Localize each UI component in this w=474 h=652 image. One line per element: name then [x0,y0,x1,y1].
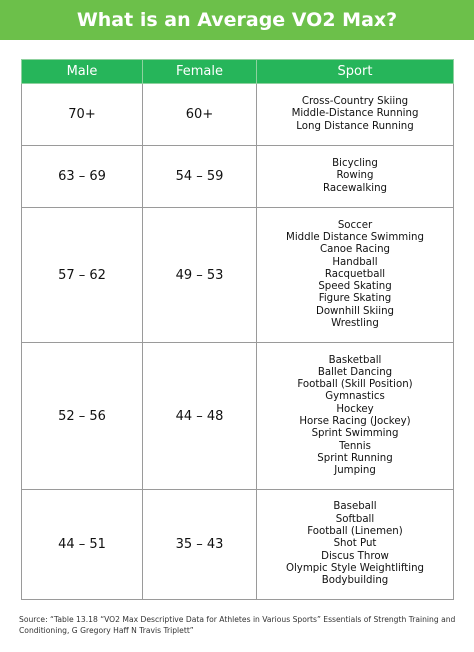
sport-item: Speed Skating [318,281,392,293]
male-range-cell: 63 – 69 [22,146,143,208]
sport-item: Gymnastics [325,391,385,403]
sport-item: Wrestling [331,318,379,330]
sport-item: Middle Distance Swimming [286,231,424,243]
table-row [22,208,454,343]
sport-item: Rowing [336,170,374,182]
sport-list-cell [257,146,454,208]
sport-item: Jumping [334,465,376,477]
sport-item: Horse Racing (Jockey) [299,416,411,427]
sport-list-cell [257,84,454,146]
sport-item: Softball [335,513,375,525]
sport-item: Basketball [328,354,382,366]
male-range-cell: 70+ [22,84,143,146]
sport-item: Tennis [339,440,371,452]
column-header-female: Female [143,60,257,84]
sport-item: Sprint Swimming [311,428,399,440]
column-header-sport: Sport [257,60,454,84]
female-range-cell: 49 – 53 [143,208,257,343]
sport-item: Shot Put [333,538,377,550]
sport-item: Football (Skill Position) [297,379,413,391]
sport-item: Downhill Skiing [315,305,394,317]
sport-item: Racewalking [322,182,388,194]
table-row [22,84,454,146]
sport-item: Football (Linemen) [307,526,403,538]
sport-item: Discus Throw [321,550,389,562]
sport-item: Canoe Racing [319,244,390,256]
sport-item: Bicycling [332,158,378,170]
sport-item: Racquetball [324,268,386,280]
sport-list-cell [257,490,454,600]
sport-item: Olympic Style Weightlifting [285,562,425,574]
sport-item: Cross-Country Skiing [301,96,409,108]
sport-item: Handball [332,256,378,268]
page-title: What is an Average VO2 Max? [0,0,474,40]
table-row [22,490,454,600]
column-header-male: Male [22,60,143,84]
sport-item: Long Distance Running [296,120,414,132]
vo2-max-table [21,59,454,600]
sport-item: Ballet Dancing [317,366,393,378]
sport-item: Figure Skating [318,293,392,305]
male-range-cell: 52 – 56 [22,343,143,490]
male-range-cell: 44 – 51 [22,490,143,600]
sport-item: Baseball [333,501,377,513]
sport-list-cell [257,208,454,343]
female-range-cell: 54 – 59 [143,146,257,208]
table-row [22,343,454,490]
sport-item: Middle-Distance Running [291,108,419,120]
source-citation: Source: “Table 13.18 “VO2 Max Descriptive Data for Athletes in Various Sports” Essentials of Strength Training and Conditioning, G Gregory Haff N Travis Triplett” [19,615,456,635]
male-range-cell: 57 – 62 [22,208,143,343]
table-header-row [22,60,454,84]
female-range-cell: 60+ [143,84,257,146]
table-row [22,146,454,208]
sport-item: Soccer [337,219,373,231]
female-range-cell: 35 – 43 [143,490,257,600]
sport-item: Bodybuilding [321,575,389,587]
female-range-cell: 44 – 48 [143,343,257,490]
sport-item: Hockey [336,403,374,415]
sport-list-cell [257,343,454,490]
sport-item: Sprint Running [317,452,393,464]
